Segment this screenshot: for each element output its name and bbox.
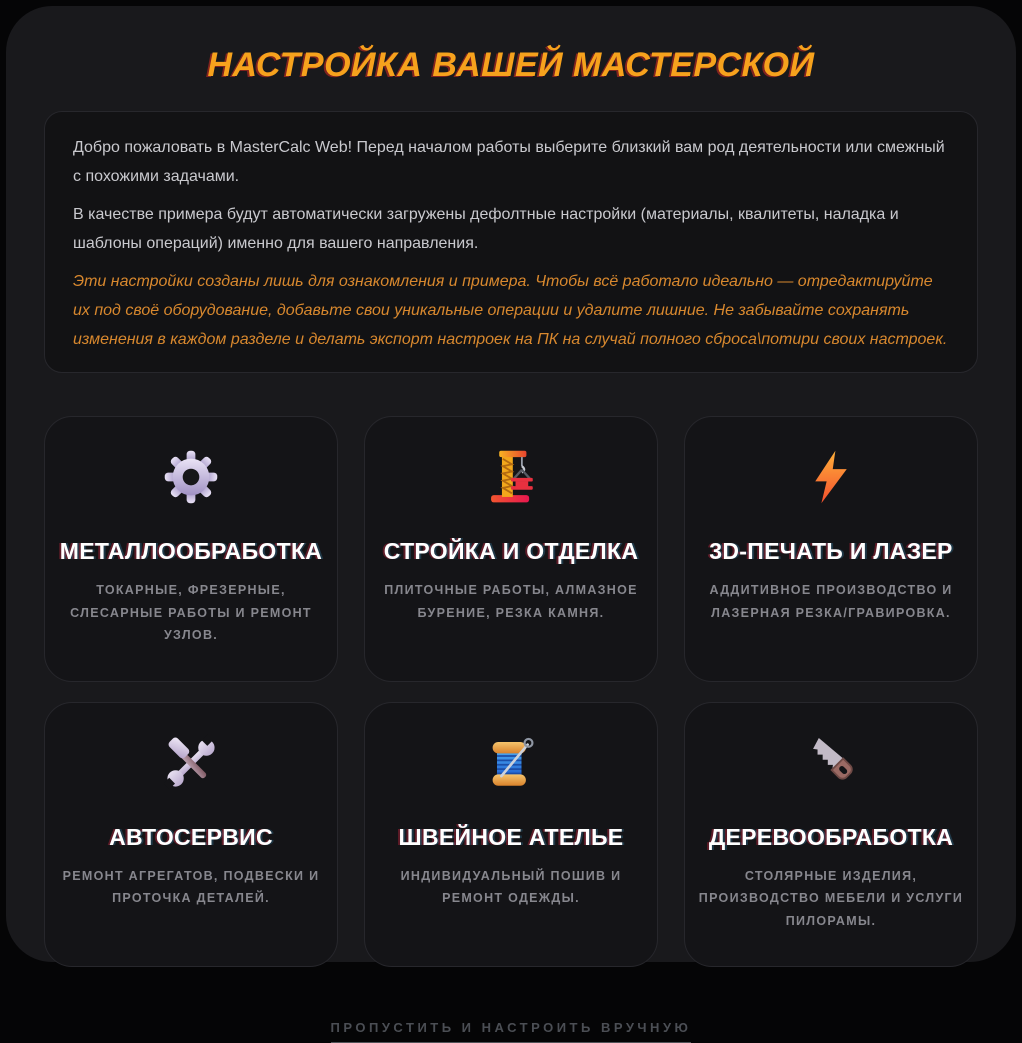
setup-panel (6, 6, 1016, 1036)
lightning-icon (697, 447, 965, 507)
intro-box (44, 111, 978, 373)
card-title: СТРОЙКА И ОТДЕЛКА (383, 538, 639, 564)
card-metalworking[interactable] (44, 416, 338, 682)
card-autoservice[interactable] (44, 702, 338, 968)
card-description: РЕМОНТ АГРЕГАТОВ, ПОДВЕСКИ И ПРОТОЧКА ДЕТАЛЕЙ. (62, 868, 320, 906)
card-description: ТОКАРНЫЕ, ФРЕЗЕРНЫЕ, СЛЕСАРНЫЕ РАБОТЫ И РЕМОНТ УЗЛОВ. (70, 583, 312, 643)
hammer-wrench-icon (57, 733, 325, 793)
card-construction[interactable] (364, 416, 658, 682)
skip-manual-setup-link[interactable]: ПРОПУСТИТЬ И НАСТРОИТЬ ВРУЧНУЮ (331, 1020, 692, 1043)
card-3dprint-laser[interactable] (684, 416, 978, 682)
card-description: СТОЛЯРНЫЕ ИЗДЕЛИЯ, ПРОИЗВОДСТВО МЕБЕЛИ И УСЛУГИ ПИЛОРАМЫ. (698, 868, 964, 928)
card-title: ШВЕЙНОЕ АТЕЛЬЕ (398, 823, 624, 850)
card-title: АВТОСЕРВИС (109, 823, 273, 850)
card-woodworking[interactable] (684, 702, 978, 968)
card-sewing[interactable] (364, 702, 658, 968)
industry-card-grid (44, 416, 978, 967)
saw-icon (697, 733, 965, 793)
intro-paragraph-2: В качестве примера будут автоматически загружены дефолтные настройки (материалы, квалитеты, наладка и шаблоны операций) именно для вашего направления. (73, 206, 899, 252)
thread-spool-icon (377, 733, 645, 793)
page-title: НАСТРОЙКА ВАШЕЙ МАСТЕРСКОЙ (207, 46, 815, 84)
card-title: ДЕРЕВООБРАБОТКА (708, 823, 954, 850)
card-title: 3D-ПЕЧАТЬ И ЛАЗЕР (709, 538, 953, 564)
card-title: МЕТАЛЛООБРАБОТКА (59, 538, 323, 564)
intro-paragraph-1: Добро пожаловать в MasterCalc Web! Перед началом работы выберите близкий вам род деятельности или смежный с похожими задачами. (73, 139, 945, 185)
card-description: ПЛИТОЧНЫЕ РАБОТЫ, АЛМАЗНОЕ БУРЕНИЕ, РЕЗКА КАМНЯ. (384, 583, 638, 620)
intro-note: Эти настройки созданы лишь для ознакомления и примера. Чтобы всё работало идеально — отредактируйте их под своё оборудование, добавьте свои уникальные операции и удалите лишние. Не забывайте сохранять изменения в каждом разделе и делать экспорт настроек на ПК на случай полного сброса\потири своих настроек. (73, 273, 948, 348)
card-description: АДДИТИВНОЕ ПРОИЗВОДСТВО И ЛАЗЕРНАЯ РЕЗКА/ГРАВИРОВКА. (709, 583, 953, 620)
gear-icon (57, 447, 325, 507)
skip-row (44, 1019, 978, 1043)
construction-crane-icon (377, 447, 645, 507)
card-description: ИНДИВИДУАЛЬНЫЙ ПОШИВ И РЕМОНТ ОДЕЖДЫ. (400, 868, 622, 906)
